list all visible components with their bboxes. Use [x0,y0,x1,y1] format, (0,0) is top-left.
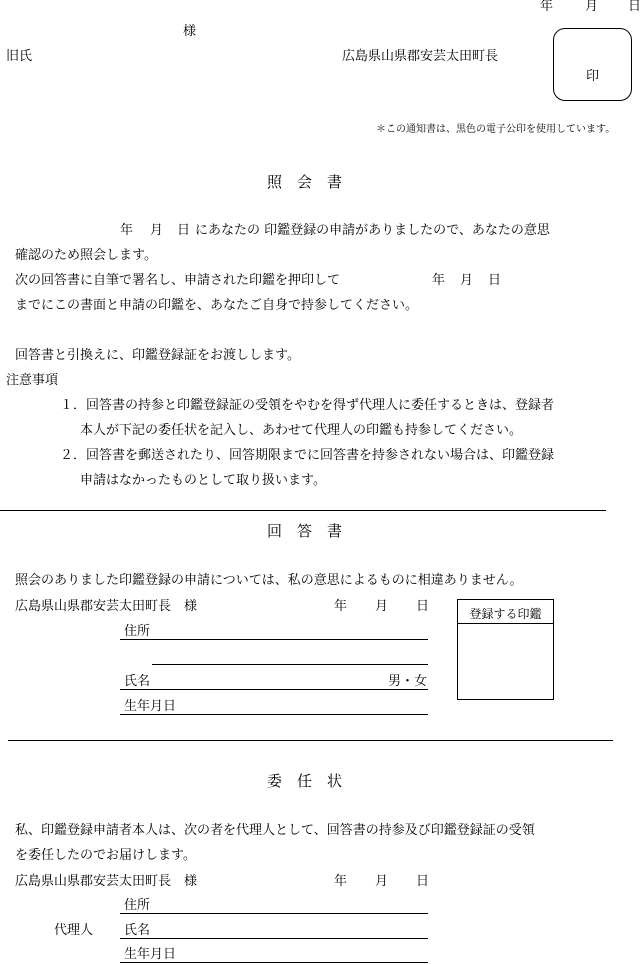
notes-heading: 注意事項 [6,373,59,388]
reply-date-month: 月 [375,599,389,614]
proxy-name-line[interactable] [120,938,428,939]
reply-sex-options[interactable]: 男・女 [388,674,428,689]
inquiry-line5: 回答書と引換えに、印鑑登録証をお渡しします。 [15,348,300,363]
inquiry-line1-month: 月 [150,223,164,238]
reply-address-line-2[interactable] [152,664,428,665]
note2-line1: ２．回答書を郵送されたり、回答期限までに回答書を持参されない場合は、印鑑登録 [60,448,555,463]
inquiry-line1-year: 年 [120,223,134,238]
registration-seal-divider [458,623,553,624]
proxy-date-year: 年 [334,874,348,889]
electronic-seal-note: ＊この通知書は、黒色の電子公印を使用しています。 [376,124,616,135]
note2-line2: 申請はなかったものとして取り扱います。 [80,473,326,488]
reply-name-label: 氏名 [124,674,151,689]
official-seal-box [553,28,632,101]
note1-line1: １．回答書の持参と印鑑登録証の受領をやむを得ず代理人に委任するときは、登録者 [60,398,555,413]
proxy-birth-label: 生年月日 [124,947,177,962]
note1-line2: 本人が下記の委任状を記入し、あわせて代理人の印鑑も持参してください。 [80,423,523,438]
reply-birth-label: 生年月日 [124,699,177,714]
proxy-line2: を委任したのでお届けします。 [15,848,196,863]
proxy-name-label: 氏名 [124,923,151,938]
inquiry-line1-day: 日 [177,223,191,238]
reply-date-year: 年 [334,599,348,614]
seal-label: 印 [585,69,599,84]
registration-seal-box[interactable] [457,599,554,700]
inquiry-line1-text: にあなたの 印鑑登録の申請がありましたので、あなたの意思 [195,223,550,238]
reply-addressee: 広島県山県郡安芸太田町長 様 [15,599,198,614]
section-divider-2 [8,740,613,741]
inquiry-line4: までにこの書面と申請の印鑑を、あなたご自身で持参してください。 [15,298,419,313]
former-name-label: 旧氏 [6,49,33,64]
inquiry-line3-day: 日 [488,273,502,288]
header-date-month: 月 [585,0,599,14]
inquiry-title: 照 会 書 [267,173,343,191]
section-divider-1 [0,510,606,511]
reply-statement: 照会のありました印鑑登録の申請については、私の意思によるものに相違ありません。 [15,573,523,588]
proxy-agent-label: 代理人 [54,923,94,938]
proxy-address-label: 住所 [124,898,151,913]
inquiry-line3-text: 次の回答書に自筆で署名し、申請された印鑑を押印して [15,273,341,288]
header-date-day: 日 [628,0,642,14]
reply-birth-line[interactable] [120,714,428,715]
addressee-suffix: 様 [183,24,197,39]
proxy-address-line[interactable] [120,913,428,914]
proxy-line1: 私、印鑑登録申請者本人は、次の者を代理人として、回答書の持参及び印鑑登録証の受領 [15,823,535,838]
header-date-year: 年 [540,0,554,14]
registration-seal-label: 登録する印鑑 [469,607,542,621]
proxy-addressee: 広島県山県郡安芸太田町長 様 [15,874,198,889]
proxy-birth-line[interactable] [120,962,428,963]
proxy-title: 委 任 状 [267,772,343,790]
inquiry-line2: 確認のため照会します。 [15,248,157,263]
reply-address-label: 住所 [124,624,151,639]
reply-title: 回 答 書 [267,522,343,540]
proxy-date-day: 日 [416,874,430,889]
inquiry-line3-month: 月 [460,273,474,288]
reply-date-day: 日 [416,599,430,614]
issuer-name: 広島県山県郡安芸太田町長 [342,49,499,64]
inquiry-line3-year: 年 [432,273,446,288]
proxy-date-month: 月 [375,874,389,889]
reply-address-line-1[interactable] [120,639,428,640]
reply-name-line[interactable] [120,689,428,690]
